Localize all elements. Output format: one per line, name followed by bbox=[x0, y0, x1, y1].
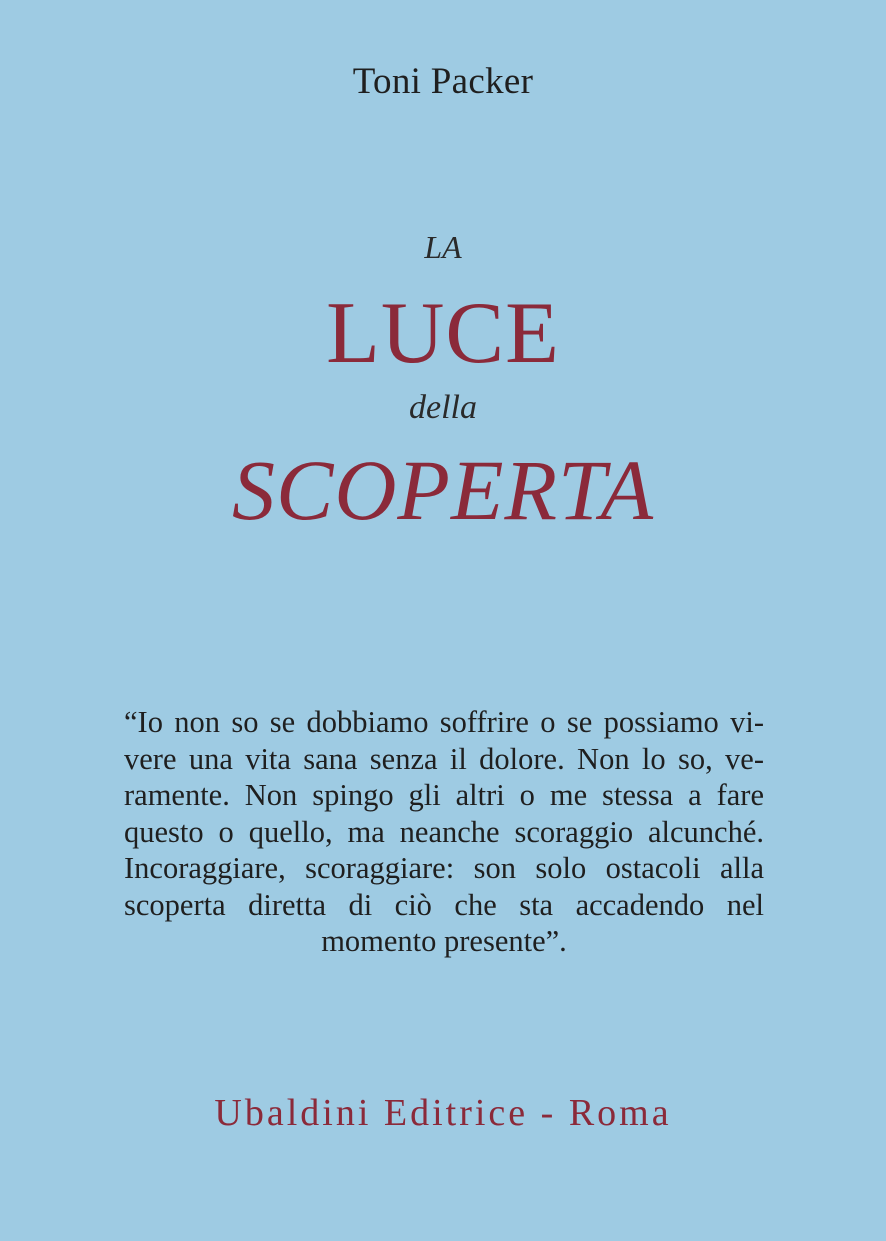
quote-line: ramente. Non spingo gli altri o me stessa a fare bbox=[124, 778, 764, 812]
title-article: LA bbox=[424, 229, 462, 265]
cover-quote bbox=[124, 704, 764, 960]
quote-line: vere una vita sana senza il dolore. Non lo so, ve- bbox=[124, 741, 764, 776]
quote-line: questo o quello, ma neanche scoraggio alcunché. bbox=[124, 814, 764, 849]
author-name: Toni Packer bbox=[352, 61, 534, 102]
quote-line: “Io non so se dobbiamo soffrire o se possiamo vi- bbox=[124, 705, 764, 739]
quote-line: momento presente”. bbox=[321, 924, 567, 958]
quote-line: Incoraggiare, scoraggiare: son solo ostacoli alla bbox=[124, 851, 764, 885]
title-main-word: LUCE bbox=[326, 285, 560, 382]
quote-line: scoperta diretta di ciò che sta accadendo nel bbox=[124, 887, 764, 922]
title-connector: della bbox=[409, 389, 477, 426]
title-second-word: SCOPERTA bbox=[231, 442, 655, 538]
publisher-imprint: Ubaldini Editrice - Roma bbox=[214, 1092, 672, 1134]
